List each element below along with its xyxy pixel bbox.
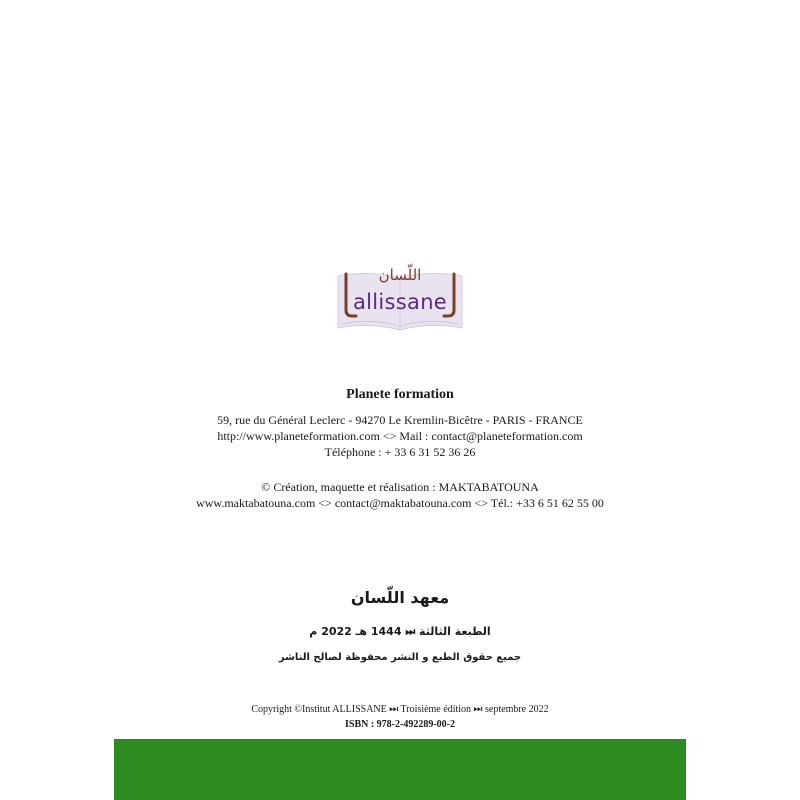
- credits-creation: © Création, maquette et réalisation : MAKTABATOUNA: [261, 480, 539, 494]
- arabic-edition-line: الطبعة الثالثة ⏭ 1444 هـ 2022 م: [309, 625, 491, 638]
- logo-latin-text: allissane: [352, 290, 448, 314]
- logo-arabic-text: اللّسان: [378, 266, 422, 284]
- publisher-phone: Téléphone : + 33 6 31 52 36 26: [324, 445, 476, 459]
- copyright-line: Copyright ©Institut ALLISSANE ⏭ Troisième édition ⏭ septembre 2022: [251, 704, 549, 715]
- green-footer-band: [114, 739, 686, 800]
- credits-contacts: www.maktabatouna.com <> contact@maktabatouna.com <> Tél.: +33 6 51 62 55 00: [196, 496, 604, 510]
- publisher-name: Planete formation: [346, 387, 454, 402]
- arabic-institute-title: معهد اللّسان: [350, 588, 450, 607]
- publisher-web-mail: http://www.planeteformation.com <> Mail : contact@planeteformation.com: [217, 429, 583, 443]
- allissane-logo: [334, 266, 466, 336]
- publisher-address: 59, rue du Général Leclerc - 94270 Le Kremlin-Bicêtre - PARIS - FRANCE: [217, 413, 583, 427]
- isbn-line: ISBN : 978-2-492289-00-2: [345, 719, 455, 730]
- arabic-rights-line: جميع حقوق الطبع و النشر محفوظة لصالح الناشر: [278, 652, 522, 663]
